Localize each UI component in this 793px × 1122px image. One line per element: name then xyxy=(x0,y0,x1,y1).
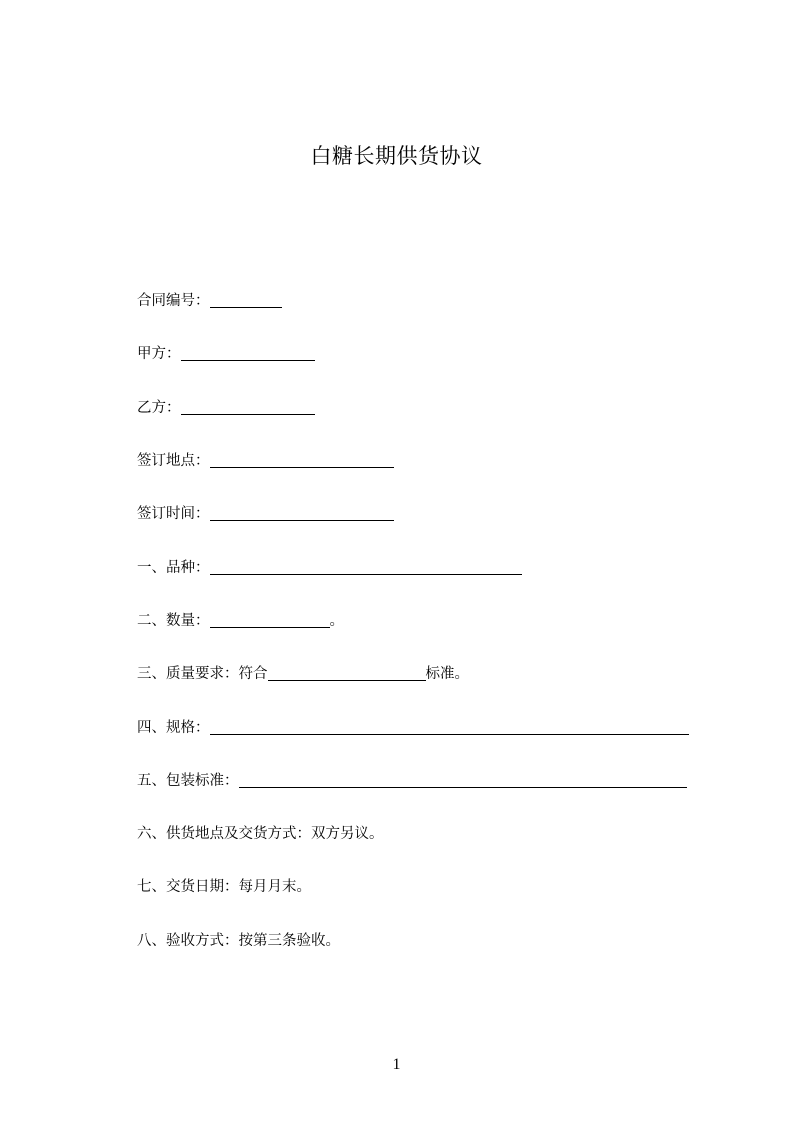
sign-place-blank xyxy=(210,452,394,468)
clause-packaging-blank xyxy=(239,772,687,788)
sign-time-row xyxy=(137,504,394,524)
party-a-label: 甲方： xyxy=(137,346,181,362)
clause-spec-blank xyxy=(210,719,689,735)
clause-variety-blank xyxy=(210,559,522,575)
sign-time-blank xyxy=(210,505,394,521)
page-number: 1 xyxy=(392,1056,401,1073)
clause-variety xyxy=(137,558,522,578)
clause-variety-label: 一、品种： xyxy=(137,560,210,576)
contract-number-row xyxy=(137,291,282,311)
party-a-row xyxy=(137,344,315,364)
sign-place-label: 签订地点： xyxy=(137,453,210,469)
clause-quantity-suffix: 。 xyxy=(329,613,344,629)
clause-quality-suffix: 标准。 xyxy=(425,666,469,682)
clause-packaging-label: 五、包装标准： xyxy=(137,773,239,789)
clause-quality-blank xyxy=(268,665,426,681)
party-b-blank xyxy=(181,399,315,415)
clause-acceptance: 八、验收方式：按第三条验收。 xyxy=(137,933,340,949)
clause-packaging xyxy=(137,771,687,791)
party-b-label: 乙方： xyxy=(137,400,181,416)
clause-spec-label: 四、规格： xyxy=(137,720,210,736)
sign-time-label: 签订时间： xyxy=(137,506,210,522)
sign-place-row xyxy=(137,451,394,471)
contract-number-label: 合同编号： xyxy=(137,293,210,309)
contract-number-blank xyxy=(210,292,282,308)
clause-quantity xyxy=(137,611,344,631)
clause-quality xyxy=(137,664,469,684)
clause-delivery-date: 七、交货日期：每月月末。 xyxy=(137,879,311,895)
clause-spec xyxy=(137,718,689,738)
clause-quantity-label: 二、数量： xyxy=(137,613,210,629)
party-b-row xyxy=(137,398,315,418)
clause-delivery-place: 六、供货地点及交货方式：双方另议。 xyxy=(137,826,384,842)
document-title: 白糖长期供货协议 xyxy=(310,144,483,168)
clause-quality-label: 三、质量要求：符合 xyxy=(137,666,268,682)
party-a-blank xyxy=(181,345,315,361)
clause-quantity-blank xyxy=(210,612,330,628)
